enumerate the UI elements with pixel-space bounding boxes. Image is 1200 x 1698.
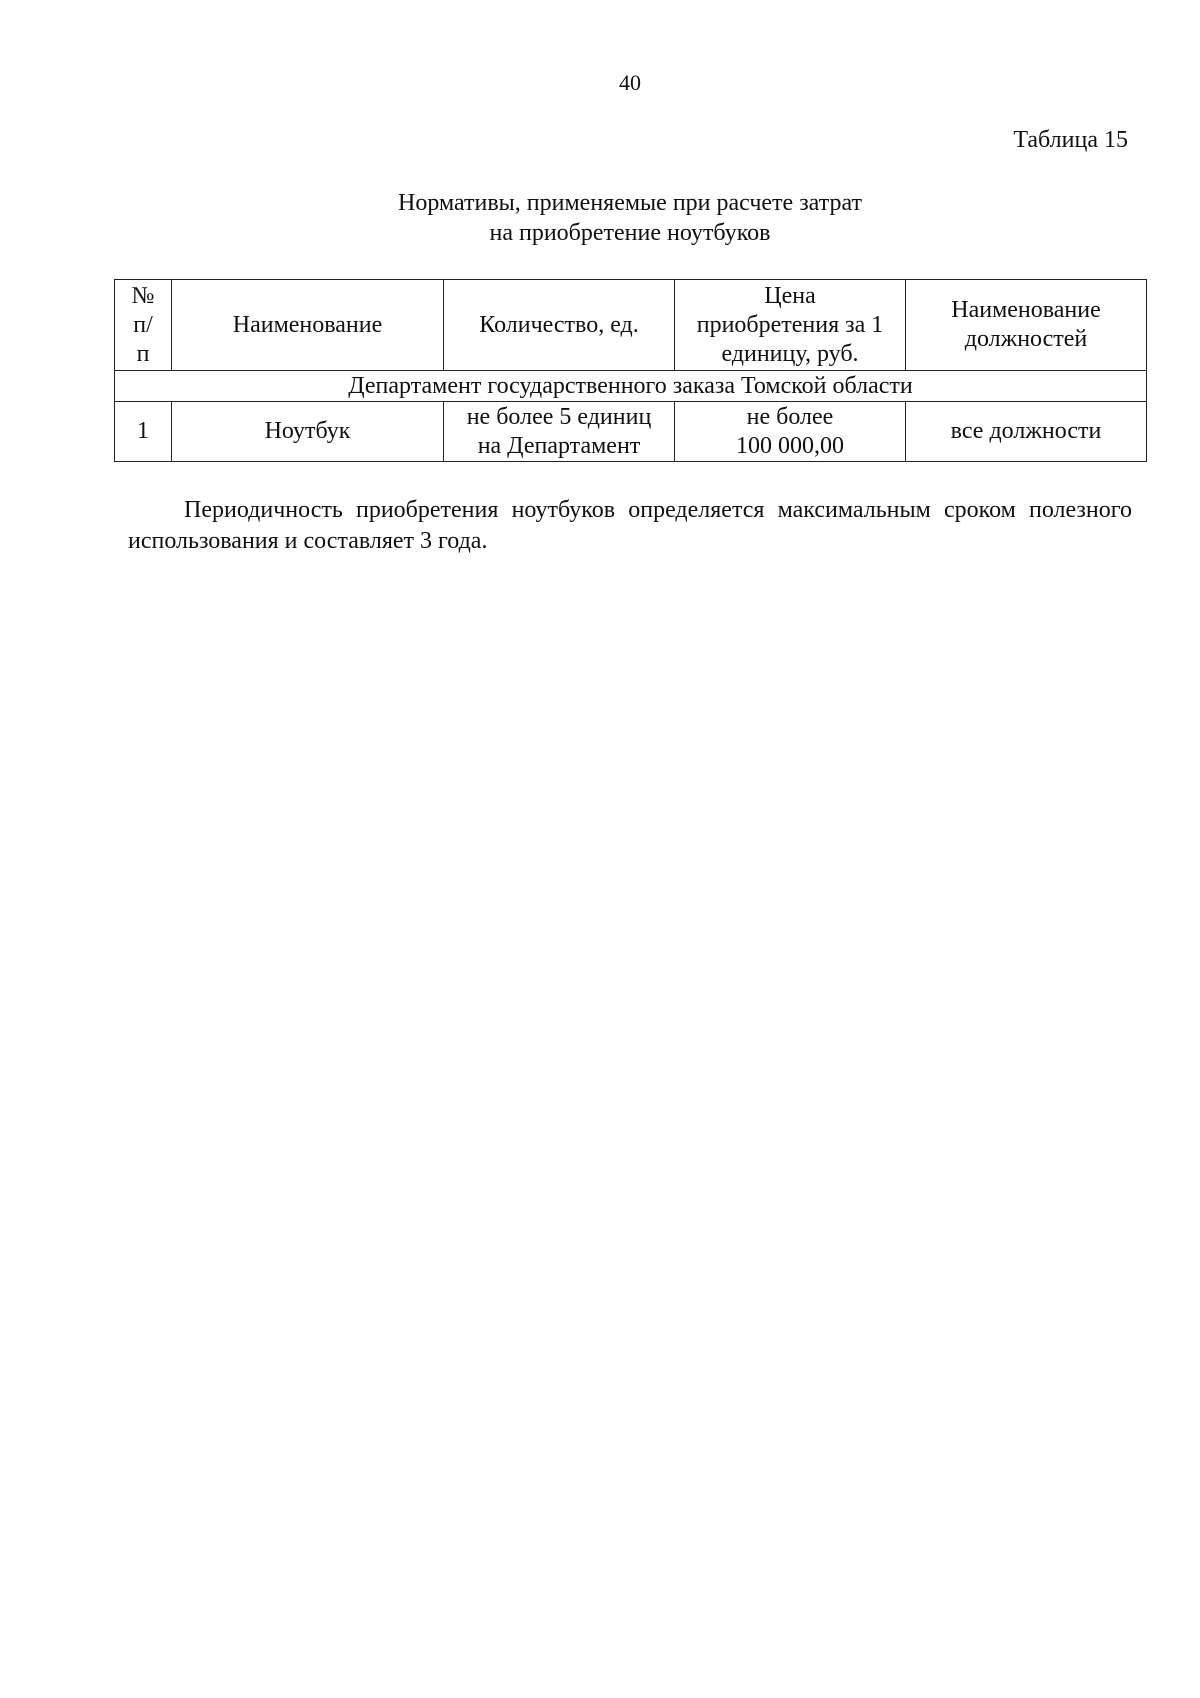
header-positions-line: должностей (964, 326, 1088, 352)
table-row (115, 402, 1147, 462)
row-price-line: 100 000,00 (736, 432, 844, 459)
table-header-row (115, 280, 1147, 371)
header-quantity: Количество, ед. (444, 280, 675, 371)
table-caption: Таблица 15 (1013, 127, 1128, 153)
header-positions-line: Наименование (951, 297, 1101, 323)
norms-table (114, 279, 1147, 462)
row-name: Ноутбук (172, 402, 444, 462)
header-positions (906, 280, 1147, 371)
header-num-line: № (131, 282, 155, 309)
title-line-1: Нормативы, применяемые при расчете затрат (397, 190, 863, 216)
row-price-line: не более (746, 403, 834, 430)
page-number: 40 (619, 70, 641, 95)
row-quantity (444, 402, 675, 462)
header-price-line: Цена (764, 282, 816, 309)
row-quantity-line: на Департамент (477, 432, 641, 459)
table-section-row (115, 371, 1147, 402)
header-num-line: п/ (133, 311, 153, 338)
header-price (675, 280, 906, 371)
row-positions: все должности (906, 402, 1147, 462)
header-price-line: единицу, руб. (721, 340, 859, 367)
header-num-line: п (136, 340, 150, 367)
section-department: Департамент государственного заказа Томской области (115, 371, 1147, 402)
row-quantity-line: не более 5 единиц (466, 403, 652, 430)
row-num: 1 (115, 402, 172, 462)
paragraph-text: Периодичность приобретения ноутбуков определяется максимальным сроком полезного использования и составляет 3 года. (128, 497, 1132, 554)
header-name: Наименование (172, 280, 444, 371)
row-price (675, 402, 906, 462)
header-num (115, 280, 172, 371)
body-paragraph (128, 495, 1132, 557)
header-price-line: приобретения за 1 (696, 311, 884, 338)
title-line-2: на приобретение ноутбуков (489, 220, 771, 246)
document-title (0, 188, 1200, 248)
